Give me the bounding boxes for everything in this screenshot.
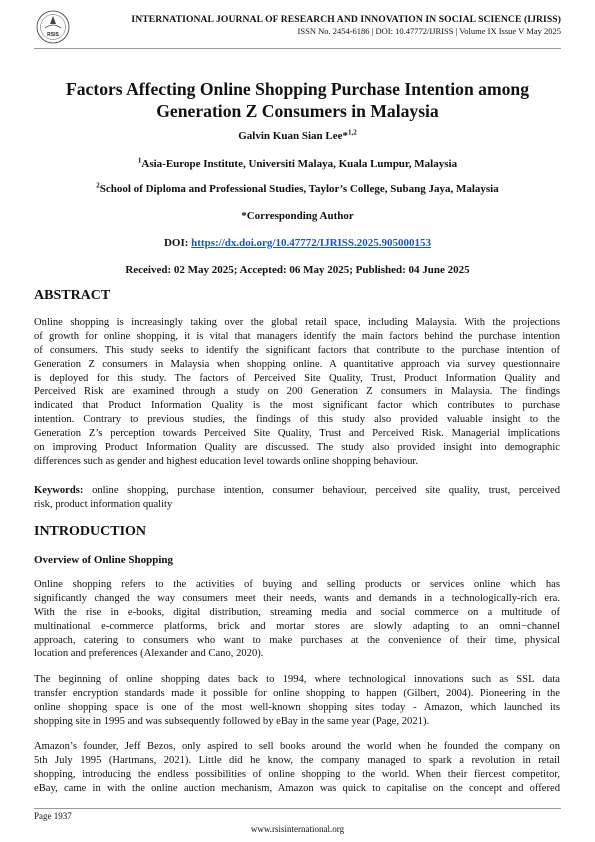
publication-dates: Received: 02 May 2025; Accepted: 06 May 2025; Published: 04 June 2025 <box>125 264 470 276</box>
issn-line: ISSN No. 2454-6186 | DOI: 10.47772/IJRISS | Volume IX Issue V May 2025 <box>297 26 561 36</box>
corresponding-author: *Corresponding Author <box>241 210 354 222</box>
doi-link[interactable]: https://dx.doi.org/10.47772/IJRISS.2025.905000153 <box>191 237 432 249</box>
journal-name: INTERNATIONAL JOURNAL OF RESEARCH AND INNOVATION IN SOCIAL SCIENCE (IJRISS) <box>131 14 561 25</box>
intro-paragraph-3: Amazon’s founder, Jeff Bezos, only aspired to sell books around the world when he founded the company on 5th July 1995 (Hartmans, 2021). Little did he know, the company managed to spark a revolution in retail shopping, introducing the endless possibilities of online shopping to the world. When their fiercest competitor, eBay, came in with the online auction mechanism, Amazon was quick to capitalise on the concept and offered <box>34 741 560 794</box>
footer-divider <box>34 808 561 809</box>
author-name: Galvin Kuan Sian Lee* <box>238 130 348 142</box>
header-divider <box>34 48 561 49</box>
abstract-heading: ABSTRACT <box>34 288 111 303</box>
author-sup: 1,2 <box>347 128 357 137</box>
affiliation-1: $^1$Asia-Europe Institute, Universiti Malaya, Kuala Lumpur, Malaysia <box>137 156 458 170</box>
page-number: Page 1937 <box>34 811 72 821</box>
introduction-heading: INTRODUCTION <box>34 524 147 539</box>
running-header <box>80 14 561 36</box>
svg-text:RSIS: RSIS <box>47 32 59 38</box>
overview-subheading: Overview of Online Shopping <box>34 554 174 566</box>
keywords: Keywords: online shopping, purchase intention, consumer behaviour, perceived site quality, trust, perceived risk, product information quality <box>34 485 560 510</box>
footer-website: www.rsisinternational.org <box>250 824 345 834</box>
journal-logo-icon <box>36 10 70 44</box>
abstract-body: Online shopping is increasingly taking over the global retail space, including Malaysia. With the projections of growth for online shopping, it is vital that managers identify the main factors behind the purchase intention of consumers. This study seeks to identify the significant factors that contribute to the purchase intention of Generation Z consumers in Malaysia when shopping online. A quantitative approach via survey questionnaire is deployed for this study. The factors of Perceived Site Quality, Trust, Product Information Quality and Perceived Risk are examined through a study on 200 Generation Z consumers in Malaysia. The findings indicated that Product Information Quality is the most significant factor which contributes to purchase intention. Contrary to previous studies, the findings of this study also provided valuable insight to the Generation Z’s perception towards Perceived Site Quality, Trust and Perceived Risk. Managerial implications on improving Product Information Quality are discussed. The study also provided insight into demographic differences such as gender and highest education level towards online shopping behaviour. <box>34 317 560 467</box>
paper-title: Factors Affecting Online Shopping Purchase Intention among Generation Z Consumers in Malaysia <box>65 79 529 121</box>
intro-paragraph-2: The beginning of online shopping dates back to 1994, where technological innovations such as SSL data transfer encryption standards made it possible for online shopping to happen (Gilbert, 2004). Pioneering in the online shopping space is one of the most well-known shopping sites today - Amazon, which launched its shopping site in 1995 and was subsequently followed by eBay in the same year (Page, 2021). <box>34 674 560 727</box>
author-line <box>34 130 561 142</box>
affiliation-2: $^2$School of Diploma and Professional Studies, Taylor’s College, Subang Jaya, Malaysia <box>96 181 499 195</box>
intro-paragraph-1: Online shopping refers to the activities of buying and selling products or services online which has significantly changed the way consumers meet their needs, wants and demands in a technologically-rich era. With the rise in e-books, digital distribution, streaming media and social commerce on a multitude of multinational e-commerce platforms, brick and mortar stores are slowly adapting to an omni−channel approach, catering to consumers who want to make purchases at the convenience of their time, physical location and preferences (Alexander and Cano, 2020). <box>34 579 560 660</box>
keywords-label: Keywords: <box>34 485 84 496</box>
doi-line: DOI: https://dx.doi.org/10.47772/IJRISS.2025.905000153 <box>163 237 432 249</box>
